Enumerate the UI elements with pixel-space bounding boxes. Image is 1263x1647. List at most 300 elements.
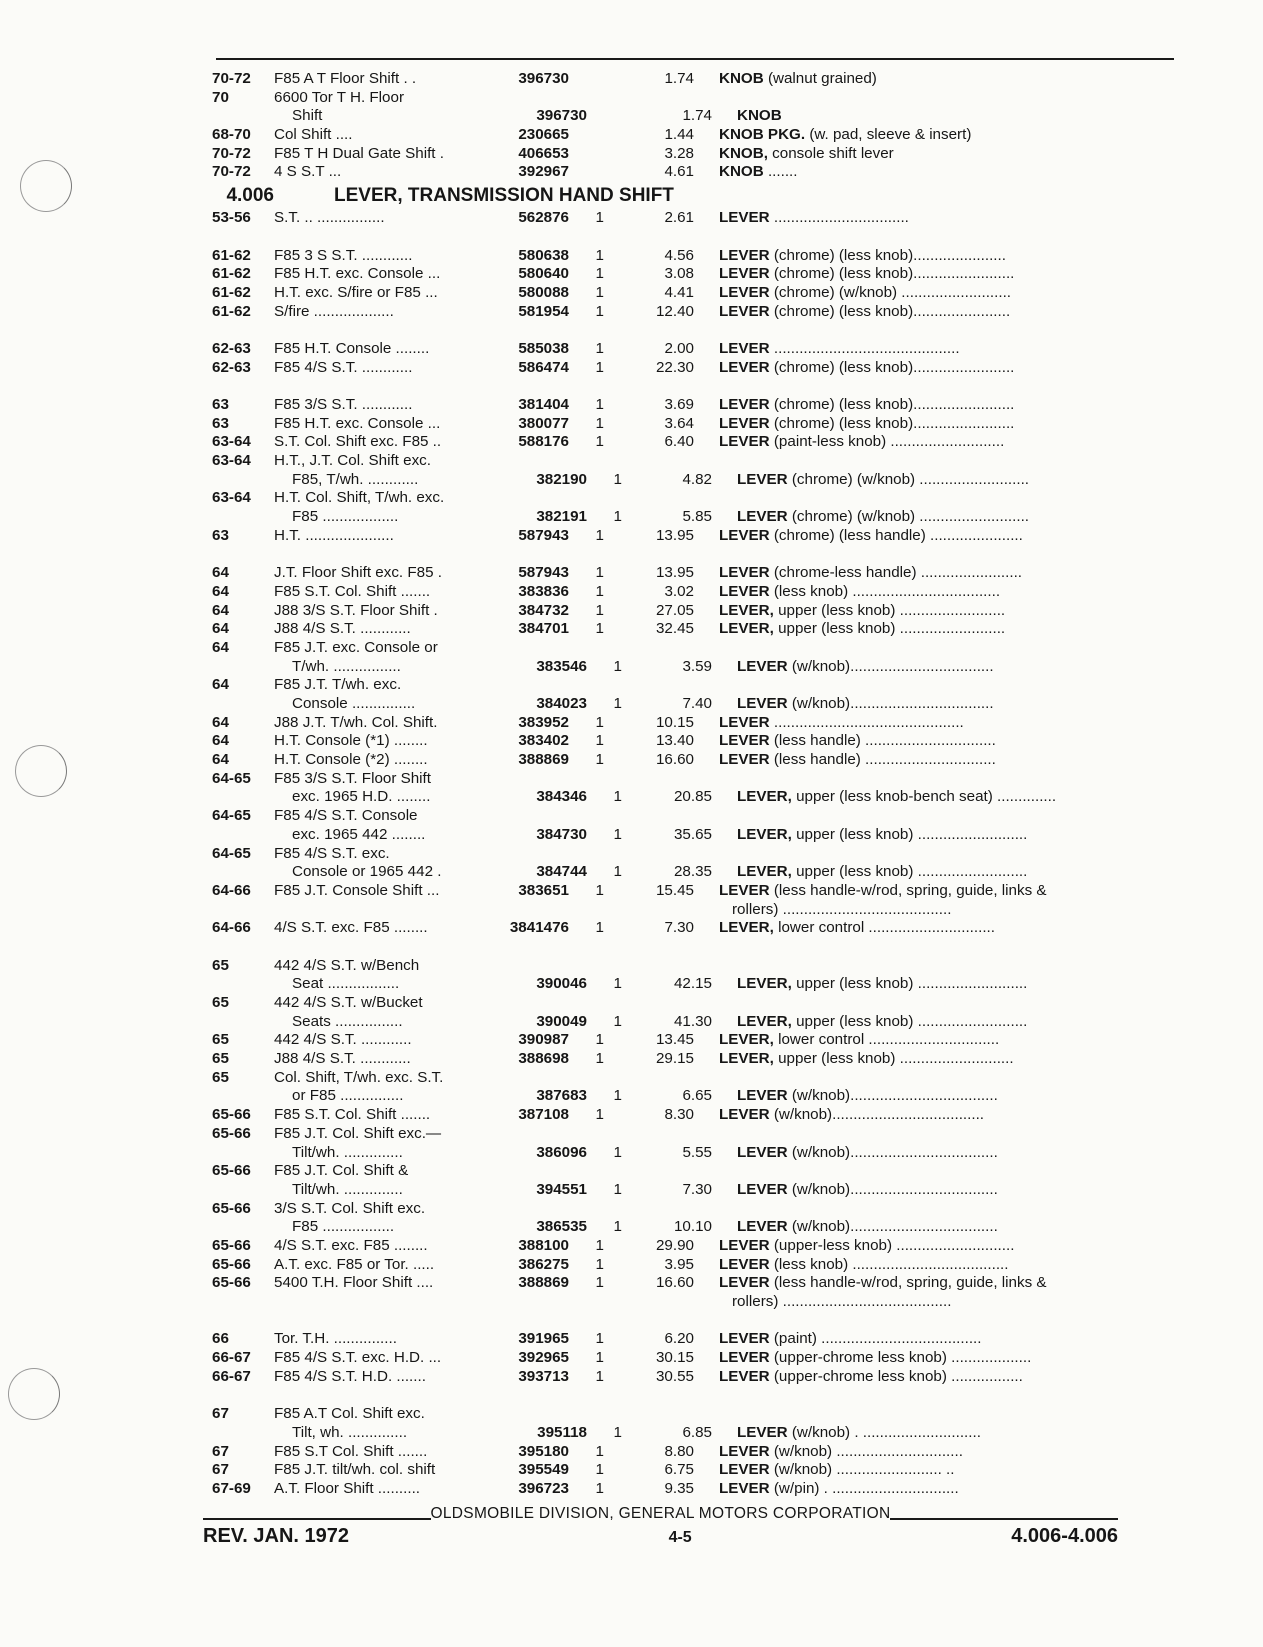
part-number: 585038: [518, 339, 569, 357]
model-years: 63-64: [212, 489, 251, 507]
part-detail: (chrome) (less knob)........................: [773, 265, 1015, 283]
application-description: Seats ................: [292, 1012, 403, 1030]
part-number: 396730: [536, 107, 587, 125]
parts-row: [212, 1144, 1178, 1163]
part-detail: ............................................: [773, 339, 960, 357]
part-name: LEVER: [719, 1106, 770, 1124]
application-description: 4/S S.T. exc. F85 ........: [274, 919, 428, 937]
model-years: 66-67: [212, 1349, 251, 1367]
part-number: 587943: [518, 564, 569, 582]
quantity: 1: [595, 526, 604, 544]
model-years: 64: [212, 601, 229, 619]
section-number: 4.006: [226, 185, 274, 207]
part-name: LEVER,: [737, 825, 792, 843]
part-description: [694, 1293, 1178, 1312]
application-description: F85 A T Floor Shift . .: [274, 70, 417, 87]
part-number: 580640: [518, 265, 569, 283]
model-years: 67: [212, 1461, 229, 1479]
application-description: F85 ..................: [292, 508, 399, 526]
part-description: [712, 826, 1178, 845]
quantity: 1: [595, 265, 604, 283]
part-name: LEVER: [737, 657, 788, 675]
part-number: 386275: [518, 1255, 569, 1273]
part-description: [694, 714, 1178, 733]
quantity: 1: [613, 657, 622, 675]
quantity: 1: [613, 470, 622, 488]
model-years: 64-66: [212, 881, 251, 899]
part-name: KNOB: [719, 163, 764, 181]
model-years: 64: [212, 732, 229, 750]
part-description: [694, 1256, 1178, 1275]
price: 3.28: [664, 144, 694, 162]
parts-row: [212, 770, 1178, 789]
price: 9.35: [664, 1479, 694, 1497]
price: 6.40: [664, 433, 694, 451]
parts-row: [212, 396, 1178, 415]
application-description: F85 S.T Col. Shift .......: [274, 1442, 428, 1460]
price: 2.61: [664, 209, 694, 227]
quantity: 1: [613, 1423, 622, 1441]
price: 15.45: [655, 881, 694, 899]
part-description: [712, 471, 1178, 490]
part-description: [712, 1087, 1178, 1106]
part-number: 388100: [518, 1236, 569, 1254]
part-detail: .............................................: [773, 713, 964, 731]
parts-row: [212, 303, 1178, 322]
part-description: [712, 508, 1178, 527]
price: 8.30: [664, 1106, 694, 1124]
price: 6.85: [682, 1423, 712, 1441]
part-description: [694, 564, 1178, 583]
price: 3.69: [664, 396, 694, 413]
application-description: H.T. exc. S/fire or F85 ...: [274, 283, 438, 301]
part-detail: (w/knob)...................................: [791, 1180, 998, 1198]
parts-row: [212, 639, 1178, 658]
footer-corporation-line: [203, 1505, 1118, 1523]
quantity: 1: [613, 695, 622, 712]
part-name: LEVER,: [737, 1012, 792, 1030]
part-description: [712, 788, 1178, 807]
parts-row: [212, 564, 1178, 583]
part-name: LEVER: [719, 732, 770, 750]
application-description: Console ...............: [292, 695, 416, 712]
part-description: [694, 433, 1178, 452]
application-description: F85 4/S S.T. exc. H.D. ...: [274, 1349, 442, 1367]
application-description: F85 3/S S.T. ............: [274, 396, 413, 413]
quantity: 1: [595, 1031, 604, 1049]
part-description: [694, 163, 1178, 182]
parts-row: [212, 788, 1178, 807]
parts-row: [212, 89, 1178, 108]
part-detail: (less handle) ...............................: [773, 732, 996, 750]
part-name: LEVER: [719, 396, 770, 413]
group-spacer: [212, 228, 1178, 247]
price: 8.80: [664, 1442, 694, 1460]
part-detail: (chrome) (w/knob) ..........................: [773, 283, 1012, 301]
part-number: 396723: [518, 1479, 569, 1497]
part-number: 580088: [518, 283, 569, 301]
model-years: 65-66: [212, 1255, 251, 1273]
parts-row: [212, 658, 1178, 677]
model-years: 64: [212, 713, 229, 731]
group-spacer: [212, 1386, 1178, 1405]
model-years: 65-66: [212, 1162, 251, 1180]
part-description: [694, 882, 1178, 901]
part-description: [694, 1368, 1178, 1387]
part-number: 383546: [536, 657, 587, 675]
part-name: LEVER: [719, 751, 770, 769]
parts-row: [212, 452, 1178, 471]
parts-row: [212, 676, 1178, 695]
parts-row: [212, 1368, 1178, 1387]
quantity: 1: [595, 919, 604, 937]
quantity: 1: [595, 564, 604, 582]
quantity: 1: [595, 302, 604, 320]
part-name: LEVER: [719, 339, 770, 357]
model-years: 63-64: [212, 452, 251, 470]
application-description: J88 3/S S.T. Floor Shift .: [274, 601, 438, 619]
part-number: 388869: [518, 1274, 569, 1292]
part-name: LEVER,: [719, 601, 774, 619]
model-years: 53-56: [212, 209, 251, 227]
application-description: F85 .................: [292, 1218, 395, 1236]
model-years: 64: [212, 620, 229, 638]
part-description: [694, 1106, 1178, 1125]
model-years: 64-65: [212, 844, 251, 862]
parts-row: [212, 620, 1178, 639]
part-name: LEVER: [719, 1479, 770, 1497]
application-description: H.T. .....................: [274, 526, 394, 544]
application-description: F85 3/S S.T. Floor Shift: [274, 769, 431, 787]
application-description: J88 4/S S.T. ............: [274, 620, 411, 638]
price: 13.45: [655, 1031, 694, 1049]
part-name: LEVER,: [719, 1050, 774, 1068]
part-name: LEVER: [737, 1218, 788, 1236]
part-description: [712, 695, 1178, 714]
part-description: [694, 396, 1178, 415]
part-number: 384732: [518, 601, 569, 619]
quantity: 1: [595, 1106, 604, 1124]
parts-row: [212, 807, 1178, 826]
parts-row: [212, 415, 1178, 434]
part-detail: (w/knob) . ............................: [791, 1423, 981, 1441]
part-description: [694, 901, 1178, 920]
part-description: [694, 303, 1178, 322]
quantity: 1: [595, 713, 604, 731]
parts-row: [212, 359, 1178, 378]
part-detail: upper (less knob) .........................: [778, 620, 1006, 638]
part-detail: rollers) ........................................: [732, 1293, 952, 1310]
model-years: 67: [212, 1442, 229, 1460]
application-description: H.T. Console (*1) ........: [274, 732, 428, 750]
part-name: KNOB,: [719, 144, 768, 162]
model-years: 66-67: [212, 1367, 251, 1385]
part-detail: (w/knob) ......................... ..: [773, 1461, 955, 1479]
part-detail: (w/knob)...................................: [791, 1218, 998, 1236]
quantity: 1: [595, 209, 604, 227]
model-years: 61-62: [212, 283, 251, 301]
quantity: 1: [595, 1479, 604, 1497]
parts-row: [212, 1349, 1178, 1368]
model-years: 64: [212, 751, 229, 769]
part-name: LEVER: [719, 1255, 770, 1273]
application-description: 442 4/S S.T. ............: [274, 1031, 412, 1049]
parts-row: [212, 957, 1178, 976]
part-number: 588176: [518, 433, 569, 451]
group-spacer: [212, 938, 1178, 957]
model-years: 65: [212, 956, 229, 974]
parts-row: [212, 826, 1178, 845]
part-description: [712, 1218, 1178, 1237]
application-description: F85 S.T. Col. Shift .......: [274, 582, 431, 600]
parts-row: [212, 1031, 1178, 1050]
part-detail: (less handle-w/rod, spring, guide, links &: [773, 881, 1047, 899]
part-detail: (chrome) (less knob)........................: [773, 358, 1015, 376]
part-detail: upper (less knob-bench seat) ..............: [796, 788, 1057, 806]
quantity: 1: [595, 1050, 604, 1068]
part-number: 581954: [518, 302, 569, 320]
model-years: 65-66: [212, 1106, 251, 1124]
model-years: 65: [212, 1031, 229, 1049]
model-years: 64-65: [212, 769, 251, 787]
part-name: LEVER,: [719, 1031, 774, 1049]
model-years: 65-66: [212, 1274, 251, 1292]
part-number: 383952: [518, 713, 569, 731]
application-description: F85 J.T. Col. Shift &: [274, 1162, 409, 1180]
price: 6.75: [664, 1461, 694, 1479]
part-number: 388698: [518, 1050, 569, 1068]
application-description: 3/S S.T. Col. Shift exc.: [274, 1199, 426, 1217]
section-title: LEVER, TRANSMISSION HAND SHIFT: [334, 185, 674, 207]
application-description: A.T. Floor Shift ..........: [274, 1479, 421, 1497]
part-number: 391965: [518, 1330, 569, 1348]
price: 29.90: [655, 1236, 694, 1254]
part-description: [712, 107, 1178, 126]
part-description: [694, 1274, 1178, 1293]
part-name: LEVER: [719, 283, 770, 301]
part-name: LEVER,: [737, 863, 792, 881]
price: 4.82: [682, 470, 712, 488]
part-name: LEVER: [719, 713, 770, 731]
part-description: [694, 620, 1178, 639]
application-description: F85 3 S S.T. ............: [274, 246, 413, 264]
parts-row: [212, 714, 1178, 733]
model-years: 70-72: [212, 70, 251, 87]
group-spacer: [212, 321, 1178, 340]
parts-row: [212, 126, 1178, 145]
quantity: 1: [613, 1180, 622, 1198]
part-number: 396730: [518, 70, 569, 87]
part-detail: upper (less knob) ...........................: [778, 1050, 1014, 1068]
part-number: 586474: [518, 358, 569, 376]
part-name: LEVER: [737, 695, 788, 712]
part-detail: (chrome) (less knob)......................: [773, 246, 1006, 264]
part-description: [694, 1461, 1178, 1480]
quantity: 1: [595, 414, 604, 432]
part-number: 390987: [518, 1031, 569, 1049]
part-detail: upper (less knob) ..........................: [796, 825, 1028, 843]
model-years: 65-66: [212, 1124, 251, 1142]
part-description: [694, 583, 1178, 602]
parts-row: [212, 107, 1178, 126]
parts-row: [212, 1069, 1178, 1088]
price: 4.61: [664, 163, 694, 181]
model-years: 70: [212, 88, 229, 106]
part-description: [694, 247, 1178, 266]
quantity: 1: [613, 1087, 622, 1105]
part-number: 395180: [518, 1442, 569, 1460]
application-description: S.T. .. ................: [274, 209, 385, 227]
part-detail: (w/knob)..................................: [791, 657, 994, 675]
part-detail: (chrome) (less knob)........................: [773, 396, 1015, 413]
application-description: T/wh. ................: [292, 657, 401, 675]
part-number: 381404: [518, 396, 569, 413]
group-spacer: [212, 1312, 1178, 1331]
application-description: J88 J.T. T/wh. Col. Shift.: [274, 713, 438, 731]
quantity: 1: [595, 433, 604, 451]
parts-row: [212, 433, 1178, 452]
part-detail: (less handle-w/rod, spring, guide, links &: [773, 1274, 1047, 1292]
price: 1.44: [664, 126, 694, 144]
price: 12.40: [655, 302, 694, 320]
model-years: 70-72: [212, 163, 251, 181]
part-detail: (w. pad, sleeve & insert): [809, 126, 972, 144]
quantity: 1: [613, 1012, 622, 1030]
parts-row: [212, 583, 1178, 602]
part-description: [712, 1181, 1178, 1200]
parts-row: [212, 70, 1178, 89]
model-years: 61-62: [212, 246, 251, 264]
application-description: F85 A.T Col. Shift exc.: [274, 1405, 425, 1423]
part-detail: lower control ..............................: [778, 919, 995, 937]
part-number: 393713: [518, 1367, 569, 1385]
quantity: 1: [595, 582, 604, 600]
parts-row: [212, 1443, 1178, 1462]
parts-catalog-page: [212, 70, 1178, 1499]
part-description: [694, 602, 1178, 621]
application-description: F85, T/wh. ............: [292, 470, 419, 488]
part-name: LEVER: [719, 414, 770, 432]
quantity: 1: [595, 358, 604, 376]
part-detail: (less handle) ...............................: [773, 751, 996, 769]
part-number: 383836: [518, 582, 569, 600]
quantity: 1: [595, 1255, 604, 1273]
part-name: LEVER: [719, 1367, 770, 1385]
part-detail: (walnut grained): [767, 70, 877, 87]
part-detail: upper (less knob) ..........................: [796, 975, 1028, 993]
parts-row: [212, 265, 1178, 284]
part-name: LEVER: [719, 1461, 770, 1479]
part-name: LEVER: [719, 1330, 770, 1348]
price: 6.20: [664, 1330, 694, 1348]
application-description: exc. 1965 H.D. ........: [292, 788, 431, 806]
part-name: LEVER,: [719, 620, 774, 638]
part-description: [694, 1330, 1178, 1349]
price: 13.95: [655, 526, 694, 544]
footer-rule-left: [203, 1518, 431, 1520]
parts-row: [212, 1274, 1178, 1293]
group-spacer: [212, 546, 1178, 565]
part-number: 384701: [518, 620, 569, 638]
model-years: 67-69: [212, 1479, 251, 1497]
model-years: 68-70: [212, 126, 251, 144]
quantity: 1: [613, 863, 622, 881]
part-description: [694, 70, 1178, 89]
application-description: F85 4/S S.T. ............: [274, 358, 413, 376]
application-description: 4/S S.T. exc. F85 ........: [274, 1236, 428, 1254]
part-name: LEVER: [719, 1349, 770, 1367]
part-number: 382191: [536, 508, 587, 526]
model-years: 63: [212, 414, 229, 432]
parts-row: [212, 1237, 1178, 1256]
price: 22.30: [655, 358, 694, 376]
part-number: 380077: [518, 414, 569, 432]
parts-row: [212, 1162, 1178, 1181]
part-description: [694, 1349, 1178, 1368]
part-description: [694, 732, 1178, 751]
model-years: 65: [212, 1050, 229, 1068]
application-description: F85 4/S S.T. exc.: [274, 844, 390, 862]
quantity: 1: [595, 339, 604, 357]
part-detail: (w/knob)...................................: [791, 1087, 998, 1105]
model-years: 64-65: [212, 807, 251, 825]
part-detail: ................................: [773, 209, 909, 227]
part-detail: (w/knob)....................................: [773, 1106, 985, 1124]
part-name: LEVER: [719, 433, 770, 451]
parts-row: [212, 1480, 1178, 1499]
part-number: 384346: [536, 788, 587, 806]
part-name: LEVER: [737, 1087, 788, 1105]
quantity: 1: [595, 1461, 604, 1479]
part-name: LEVER,: [737, 788, 792, 806]
part-description: [694, 265, 1178, 284]
part-detail: (chrome) (w/knob) ..........................: [791, 508, 1030, 526]
part-name: LEVER: [737, 1423, 788, 1441]
part-description: [712, 1013, 1178, 1032]
parts-row: [212, 1461, 1178, 1480]
part-number: 386096: [536, 1143, 587, 1161]
part-number: 383402: [518, 732, 569, 750]
price: 10.15: [655, 713, 694, 731]
application-description: F85 J.T. Console Shift ...: [274, 881, 440, 899]
application-description: H.T. Console (*2) ........: [274, 751, 428, 769]
application-description: F85 H.T. exc. Console ...: [274, 265, 441, 283]
footer-revision: REV. JAN. 1972: [203, 1525, 350, 1547]
part-number: 406653: [518, 144, 569, 162]
part-name: LEVER: [719, 209, 770, 227]
part-detail: upper (less knob) ..........................: [796, 863, 1028, 881]
application-description: S.T. Col. Shift exc. F85 ..: [274, 433, 442, 451]
part-name: LEVER: [737, 1180, 788, 1198]
binder-hole-top: [20, 160, 72, 212]
part-name: LEVER,: [737, 975, 792, 993]
part-number: 387683: [536, 1087, 587, 1105]
part-description: [694, 751, 1178, 770]
price: 32.45: [655, 620, 694, 638]
model-years: 64: [212, 638, 229, 656]
parts-row: [212, 901, 1178, 920]
parts-row: [212, 1125, 1178, 1144]
price: 1.74: [664, 70, 694, 87]
parts-row: [212, 1200, 1178, 1219]
parts-row: [212, 163, 1178, 182]
quantity: 1: [613, 788, 622, 806]
part-description: [712, 1144, 1178, 1163]
application-description: 5400 T.H. Floor Shift ....: [274, 1274, 434, 1292]
application-description: F85 J.T. Col. Shift exc.—: [274, 1124, 442, 1142]
lever-parts-list: [212, 209, 1178, 1498]
quantity: 1: [595, 732, 604, 750]
